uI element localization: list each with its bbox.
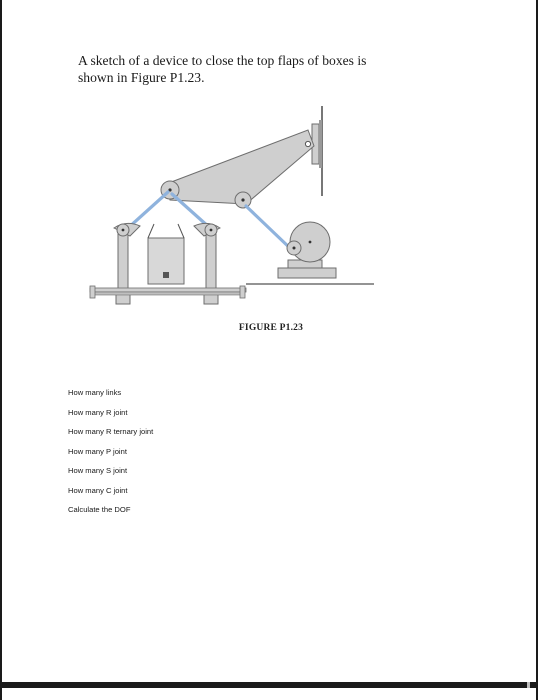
wall-mount <box>312 106 322 196</box>
problem-statement: A sketch of a device to close the top flaps of boxes is shown in Figure P1.23. <box>78 53 367 85</box>
base-rail <box>90 284 374 298</box>
question-r-ternary-joint: How many R ternary joint <box>68 427 154 436</box>
figure-p1-23-box-flap-closer <box>86 100 386 312</box>
question-dof: Calculate the DOF <box>68 505 131 514</box>
question-list <box>68 386 153 523</box>
ternary-link-plate <box>161 130 314 208</box>
motor-crank <box>278 222 336 278</box>
bottom-border <box>2 682 536 700</box>
figure-caption: FIGURE P1.23 <box>238 323 304 333</box>
question-r-joint: How many R joint <box>68 407 128 417</box>
question-links: How many links <box>68 388 122 397</box>
scroll-marker <box>527 682 530 688</box>
question-p-joint: How many P joint <box>68 446 127 456</box>
box <box>148 224 184 284</box>
question-s-joint: How many S joint <box>68 466 128 475</box>
question-c-joint: How many C joint <box>68 485 128 495</box>
